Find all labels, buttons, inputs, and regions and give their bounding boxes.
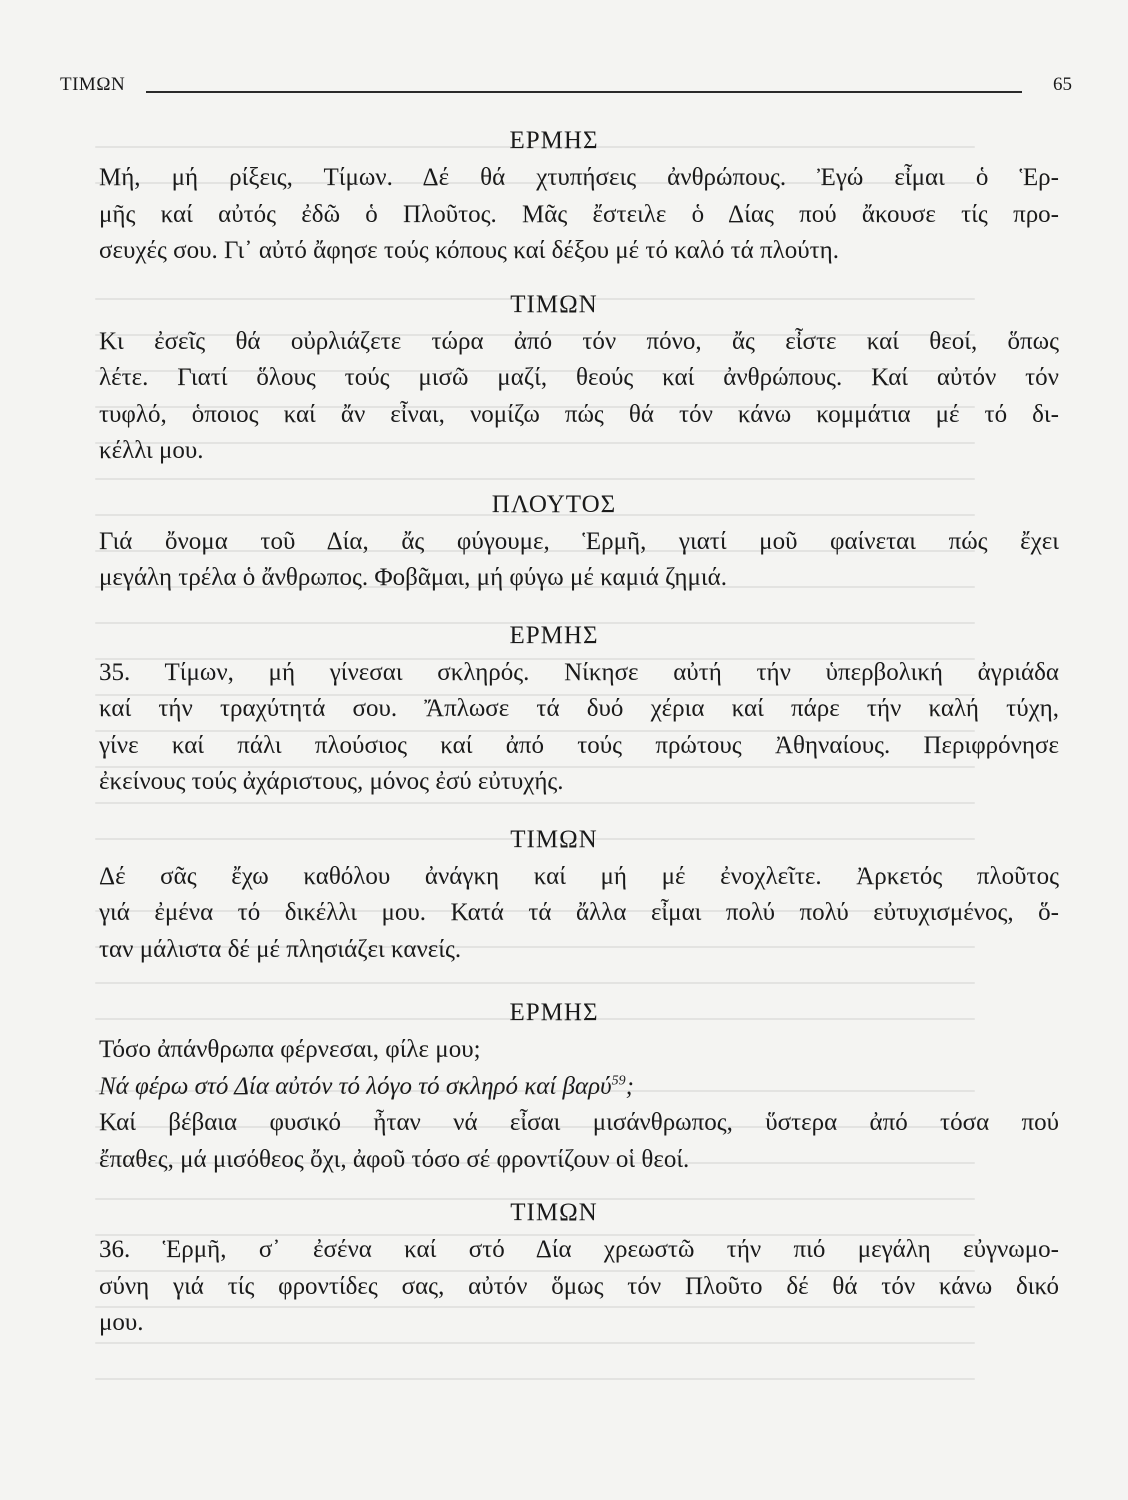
text-line: γιά ἐμένα τό δικέλλι μου. Κατά τά ἄλλα εἶμαι πολύ πολύ εὐτυχισμένος, ὅ-: [99, 899, 1059, 926]
footnote-marker: 59: [611, 1073, 626, 1089]
text-line: Δέ σᾶς ἔχω καθόλου ἀνάγκη καί μή μέ ἐνοχλεῖτε. Ἀρκετός πλοῦτος: [99, 862, 1059, 890]
text-line: Μή, μή ρίξεις, Τίμων. Δέ θά χτυπήσεις ἀνθρώπους. Ἐγώ εἶμαι ὁ Ἑρ-: [99, 164, 1059, 191]
text-line: γίνε καί πάλι πλούσιος καί ἀπό τούς πρώτους Ἀθηναίους. Περιφρόνησε: [99, 731, 1059, 759]
running-header: [60, 74, 1072, 100]
text-line: Καί βέβαια φυσικό ἦταν νά εἶσαι μισάνθρωπος, ὕστερα ἀπό τόσα πού: [99, 1109, 1059, 1136]
dialogue-paragraph: [99, 1232, 1059, 1342]
text-line: Γιά ὄνομα τοῦ Δία, ἄς φύγουμε, Ἑρμῆ, γιατί μοῦ φαίνεται πώς ἔχει: [99, 527, 1059, 555]
dialogue-paragraph: [99, 655, 1059, 801]
text-line: μεγάλη τρέλα ὁ ἄνθρωπος. Φοβᾶμαι, μή φύγω μέ καμιά ζημιά.: [99, 564, 727, 591]
text-line: Κι ἐσεῖς θά οὐρλιάζετε τώρα ἀπό τόν πόνο, ἄς εἶστε καί θεοί, ὅπως: [99, 327, 1059, 355]
text-line: ἐκείνους τούς ἀχάριστους, μόνος ἐσύ εὐτυχής.: [99, 768, 564, 795]
text-line: σύνη γιά τίς φροντίδες σας, αὐτόν ὅμως τόν Πλοῦτο δέ θά τόν κάνω δικό: [99, 1272, 1059, 1300]
text-line: τυφλό, ὁποιος καί ἄν εἶναι, νομίζω πώς θά τόν κάνω κομμάτια μέ τό δι-: [99, 400, 1059, 428]
speaker-heading: ΤΙΜΩΝ: [510, 290, 598, 318]
dialogue-paragraph: [99, 324, 1059, 470]
text-line: λέτε. Γιατί ὅλους τούς μισῶ μαζί, θεούς καί ἀνθρώπους. Καί αὐτόν τόν: [99, 364, 1059, 391]
speaker-heading: ΠΛΟΥΤΟΣ: [491, 490, 617, 518]
page-number: 65: [1053, 74, 1072, 95]
dialogue-paragraph: [99, 859, 1059, 969]
text-line: μου.: [99, 1309, 144, 1336]
dialogue-paragraph: [99, 524, 1059, 597]
speaker-heading: ΤΙΜΩΝ: [510, 1199, 598, 1226]
page-body: [99, 122, 1059, 1342]
text-line: κέλλι μου.: [99, 437, 204, 464]
speaker-heading: ΤΙΜΩΝ: [510, 825, 598, 853]
text-line: ταν μάλιστα δέ μέ πλησιάζει κανείς.: [99, 935, 462, 963]
verse-punctuation: ;: [625, 1072, 634, 1100]
text-line: 36. Ἑρμῆ, σ᾽ ἐσένα καί στό Δία χρεωστῶ τήν πιό μεγάλη εὐγνωμο-: [99, 1236, 1059, 1263]
running-title: ΤΙΜΩΝ: [60, 74, 126, 95]
text-line: ἔπαθες, μά μισόθεος ὄχι, ἀφοῦ τόσο σέ φροντίζουν οἱ θεοί.: [99, 1145, 690, 1173]
text-line: Τόσο ἀπάνθρωπα φέρνεσαι, φίλε μου;: [99, 1036, 481, 1063]
verse-line: [99, 1069, 1059, 1106]
text-line: 35. Τίμων, μή γίνεσαι σκληρός. Νίκησε αὐτή τήν ὑπερβολική ἀγριάδα: [99, 658, 1059, 686]
text-line: σευχές σου. Γι᾽ αὐτό ἄφησε τούς κόπους καί δέξου μέ τό καλό τά πλούτη.: [99, 237, 839, 264]
dialogue-paragraph: [99, 1032, 1059, 1178]
speaker-heading: ΕΡΜΗΣ: [509, 621, 599, 649]
header-rule: [146, 91, 1022, 93]
text-line: καί τήν τραχύτητά σου. Ἄπλωσε τά δυό χέρια καί πάρε τήν καλή τύχη,: [99, 695, 1059, 722]
verse-text: Νά φέρω στό Δία αὐτόν τό λόγο τό σκληρό καί βαρύ: [99, 1072, 612, 1100]
speaker-heading: ΕΡΜΗΣ: [509, 127, 599, 154]
text-line: μῆς καί αὐτός ἐδῶ ὁ Πλοῦτος. Μᾶς ἔστειλε ὁ Δίας πού ἄκουσε τίς προ-: [99, 200, 1059, 228]
dialogue-paragraph: [99, 160, 1059, 270]
speaker-heading: ΕΡΜΗΣ: [509, 999, 599, 1026]
